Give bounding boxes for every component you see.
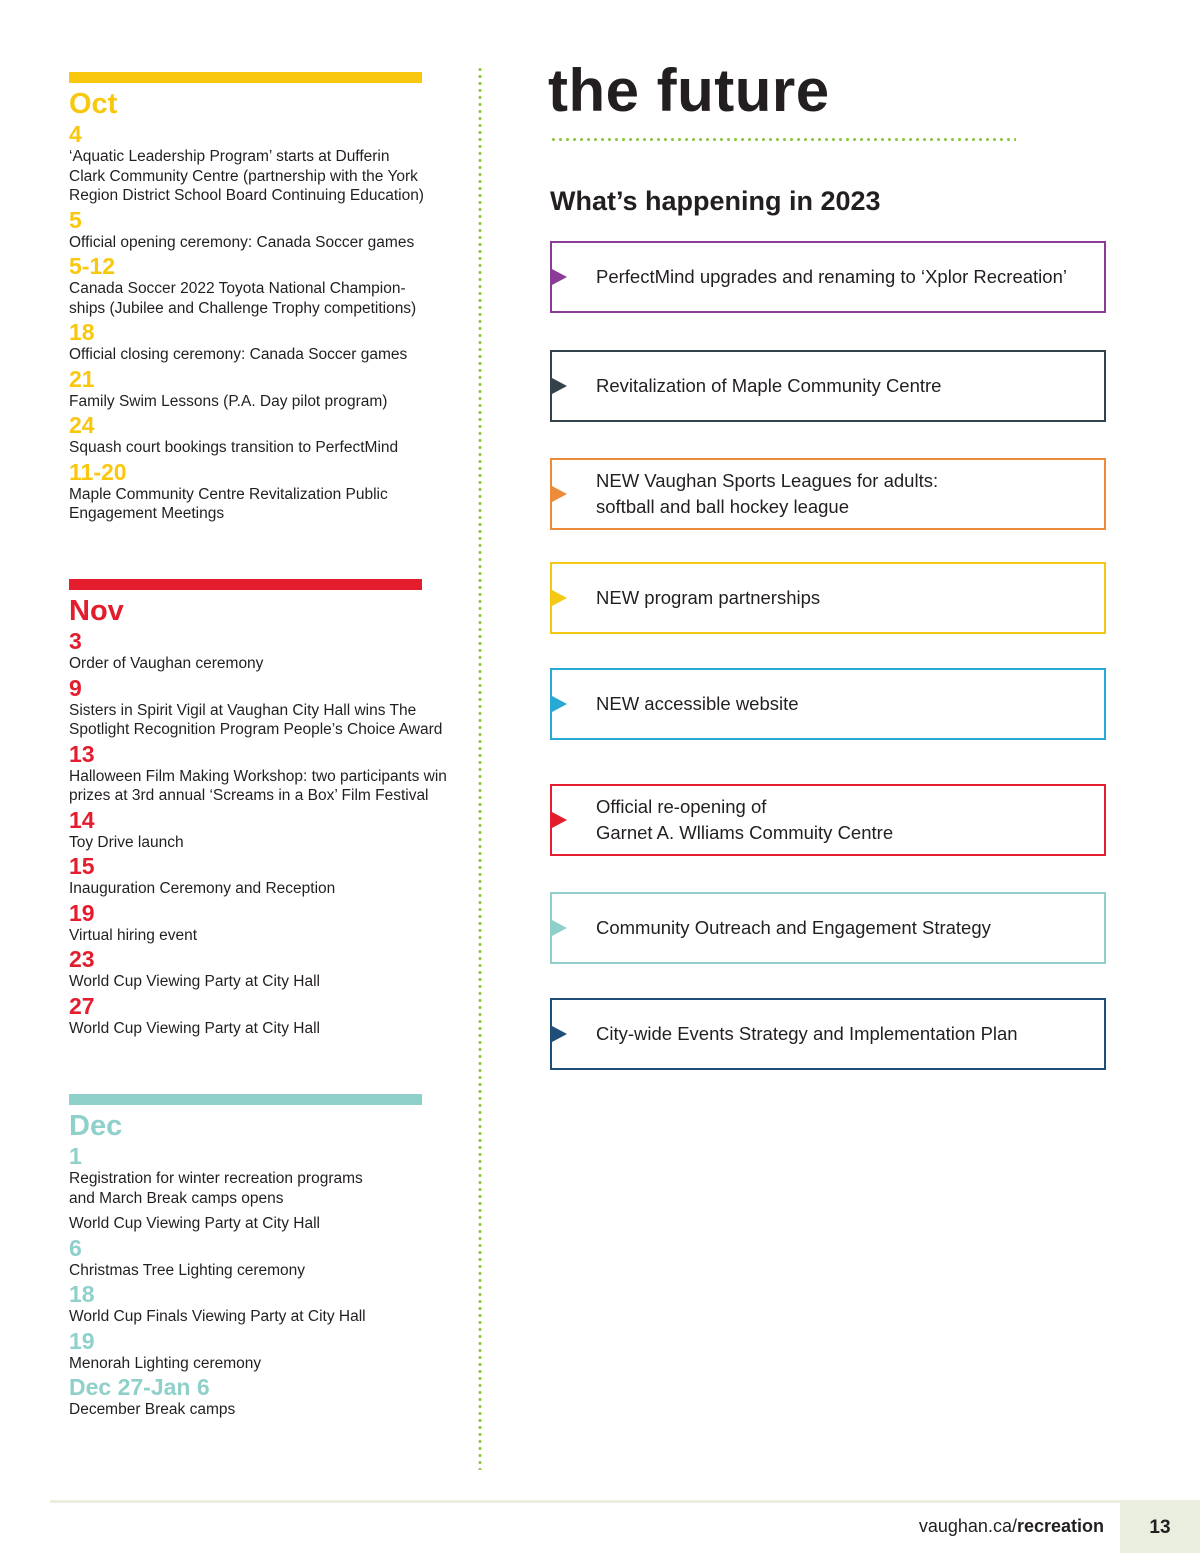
footer-url-bold: recreation	[1016, 1516, 1104, 1536]
event-date: Dec 27-Jan 6	[69, 1374, 210, 1400]
vertical-dotted-divider	[478, 66, 482, 1470]
timeline-event	[69, 946, 469, 992]
timeline-event	[69, 1374, 469, 1420]
horizontal-dotted-divider	[550, 137, 1016, 142]
future-item-box	[550, 241, 1106, 313]
footer-url[interactable]	[880, 1516, 1104, 1537]
future-item-text: Revitalization of Maple Community Centre	[596, 375, 942, 396]
event-description: Official opening ceremony: Canada Soccer games	[69, 233, 415, 251]
timeline-event	[69, 853, 469, 899]
future-item-text: NEW accessible website	[596, 693, 799, 714]
future-item-text: NEW Vaughan Sports Leagues for adults: softball and ball hockey league	[596, 470, 939, 517]
event-description: Squash court bookings transition to PerfectMind	[69, 439, 399, 456]
event-description: ‘Aquatic Leadership Program’ starts at Dufferin Clark Community Centre (partnership with the York Region District School Board Continuing Education)	[69, 148, 424, 204]
event-date: 18	[69, 319, 95, 345]
triangle-arrow-icon	[552, 590, 567, 606]
timeline-event	[69, 1281, 469, 1327]
month-color-bar	[69, 1094, 422, 1105]
event-date: 5	[69, 206, 82, 233]
triangle-arrow-icon	[552, 1026, 567, 1042]
timeline-event	[69, 675, 469, 740]
event-description: World Cup Viewing Party at City Hall	[69, 1019, 320, 1037]
event-date: 21	[69, 365, 95, 392]
event-timeline	[69, 72, 469, 1421]
future-item-text: NEW program partnerships	[596, 587, 821, 608]
event-description: Canada Soccer 2022 Toyota National Champion- ships (Jubilee and Challenge Trophy competitions)	[69, 280, 417, 317]
future-item-box	[550, 350, 1106, 422]
future-item-box	[550, 784, 1106, 856]
event-date: 27	[69, 992, 95, 1019]
triangle-arrow-icon	[552, 696, 567, 712]
future-item-text: City-wide Events Strategy and Implementation Plan	[596, 1023, 1018, 1044]
event-description: Christmas Tree Lighting ceremony	[69, 1261, 306, 1279]
event-description: Virtual hiring event	[69, 926, 198, 944]
month-color-bar	[69, 579, 422, 590]
event-description: Sisters in Spirit Vigil at Vaughan City Hall wins The Spotlight Recognition Program People’s Choice Award	[69, 701, 443, 738]
event-date: 15	[69, 853, 95, 879]
future-item-box	[550, 668, 1106, 740]
month-name: Dec	[69, 1110, 123, 1142]
timeline-event	[69, 807, 469, 853]
event-date: 18	[69, 1281, 95, 1307]
future-item-text: Community Outreach and Engagement Strategy	[596, 917, 991, 938]
future-item-box	[550, 998, 1106, 1070]
triangle-arrow-icon	[552, 269, 567, 285]
event-description: Registration for winter recreation programs and March Break camps opens	[69, 1170, 363, 1207]
month-oct	[69, 72, 469, 571]
event-description: Inauguration Ceremony and Reception	[69, 880, 336, 897]
event-date: 9	[69, 674, 82, 701]
event-description: Toy Drive launch	[69, 833, 184, 851]
month-name: Nov	[69, 595, 124, 627]
triangle-arrow-icon	[552, 378, 567, 394]
timeline-event	[69, 1143, 469, 1234]
event-date: 13	[69, 740, 95, 767]
triangle-arrow-icon	[552, 486, 567, 502]
future-item-box	[550, 562, 1106, 634]
timeline-event	[69, 121, 469, 206]
page-number: 13	[1120, 1503, 1200, 1553]
month-name: Oct	[69, 88, 118, 120]
timeline-event	[69, 412, 469, 458]
event-description: Family Swim Lessons (P.A. Day pilot program)	[69, 392, 388, 410]
event-date: 5-12	[69, 253, 116, 279]
timeline-event	[69, 459, 469, 524]
event-description: World Cup Finals Viewing Party at City Hall	[69, 1308, 366, 1325]
timeline-event	[69, 1328, 469, 1374]
triangle-arrow-icon	[552, 920, 567, 936]
triangle-arrow-icon	[552, 812, 567, 828]
event-description: December Break camps	[69, 1401, 236, 1418]
event-date: 3	[69, 628, 82, 654]
event-date: 24	[69, 412, 95, 438]
event-date: 23	[69, 946, 95, 972]
timeline-event	[69, 1235, 469, 1281]
timeline-event	[69, 366, 469, 412]
event-date: 19	[69, 1327, 95, 1354]
event-date: 19	[69, 899, 95, 926]
month-dec	[69, 1094, 469, 1420]
section-subtitle: What’s happening in 2023	[550, 186, 881, 216]
timeline-event	[69, 319, 469, 365]
footer-url-prefix: vaughan.ca/	[918, 1516, 1017, 1536]
timeline-event	[69, 900, 469, 946]
event-date: 4	[69, 121, 82, 147]
timeline-event	[69, 207, 469, 253]
event-description: Official closing ceremony: Canada Soccer games	[69, 346, 408, 363]
month-nov	[69, 579, 469, 1088]
event-description: Maple Community Centre Revitalization Public Engagement Meetings	[69, 485, 388, 522]
event-date: 11-20	[69, 458, 127, 485]
future-item-box	[550, 458, 1106, 530]
timeline-event	[69, 741, 469, 806]
event-description: Halloween Film Making Workshop: two participants win prizes at 3rd annual ‘Screams in a Box’ Film Festival	[69, 767, 447, 804]
future-item-text: PerfectMind upgrades and renaming to ‘Xplor Recreation’	[596, 266, 1067, 287]
event-description: Order of Vaughan ceremony	[69, 655, 264, 672]
page-title: the future	[548, 57, 830, 124]
event-date: 6	[69, 1234, 82, 1261]
future-item-text: Official re-opening of Garnet A. Wlliams Commuity Centre	[596, 796, 894, 843]
event-description-extra: World Cup Viewing Party at City Hall	[69, 1215, 320, 1232]
event-date: 14	[69, 806, 95, 833]
future-item-box	[550, 892, 1106, 964]
event-description: Menorah Lighting ceremony	[69, 1354, 262, 1372]
timeline-event	[69, 253, 469, 318]
timeline-event	[69, 993, 469, 1039]
month-color-bar	[69, 72, 422, 83]
event-description: World Cup Viewing Party at City Hall	[69, 973, 320, 990]
footer-rule	[50, 1500, 1200, 1503]
timeline-event	[69, 628, 469, 674]
event-date: 1	[69, 1143, 82, 1169]
